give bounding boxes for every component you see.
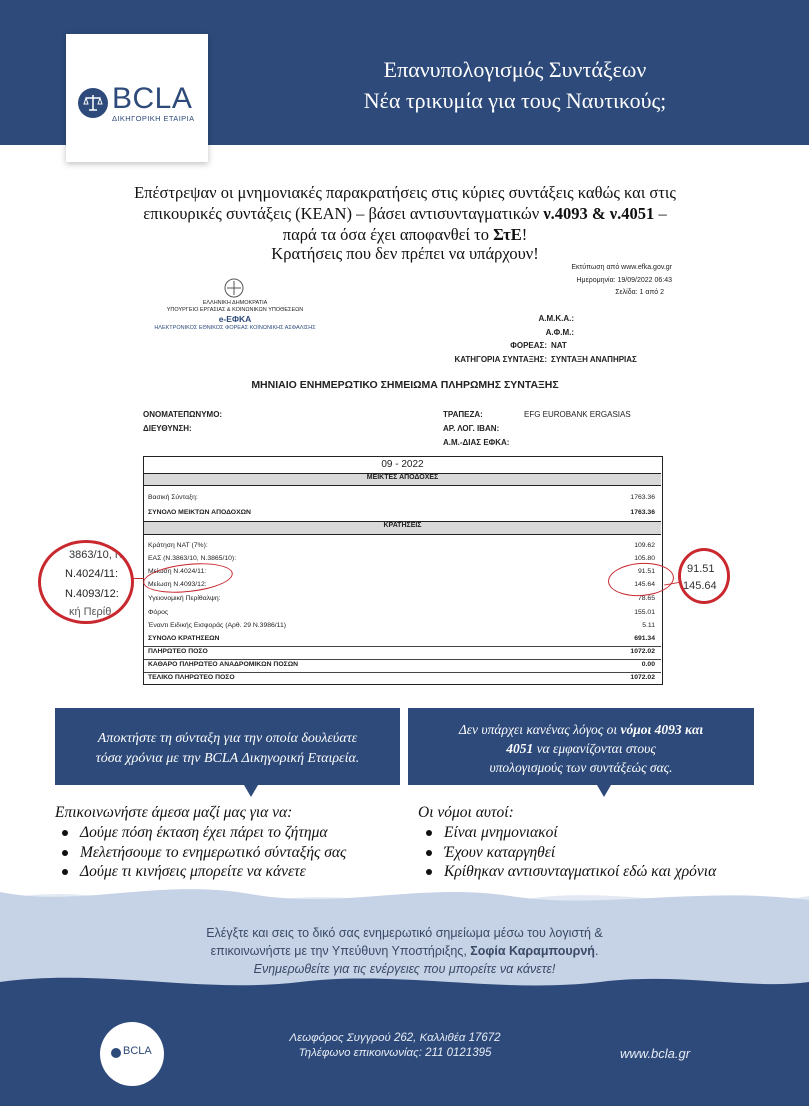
table-row: ΚΑΘΑΡΟ ΠΛΗΡΩΤΕΟ ΑΝΑΔΡΟΜΙΚΩΝ ΠΟΣΩΝ 0.00 — [148, 661, 655, 668]
efka-logo: e-ΕΦΚΑ — [218, 314, 252, 324]
scales-of-justice-icon — [78, 88, 108, 118]
court-reference: ΣτΕ — [493, 225, 522, 244]
header-title-line2: Νέα τρικυμία για τους Ναυτικούς; — [363, 88, 667, 113]
header-title-line1: Επανυπολογισμός Συντάξεων — [383, 57, 647, 82]
efka-fullname: ΗΛΕΚΤΡΟΝΙΚΟΣ ΕΘΝΙΚΟΣ ΦΟΡΕΑΣ ΚΟΙΝΩΝΙΚΗΣ ΑΣΦΑΛΙΣΗΣ — [154, 325, 316, 331]
table-row: Έναντι Ειδικής Εισφοράς (Αρθ. 29 Ν.3986/11) 5.11 — [148, 622, 655, 629]
address-label: ΔΙΕΥΘΥΝΣΗ: — [143, 424, 192, 433]
list-item: Έχουν καταργηθεί — [426, 844, 555, 862]
table-row: ΣΥΝΟΛΟ ΚΡΑΤΗΣΕΩΝ 691.34 — [148, 635, 655, 642]
gross-band: ΜΕΙΚΤΕΣ ΑΠΟΔΟΧΕΣ — [144, 473, 661, 486]
greek-emblem-icon — [223, 277, 245, 299]
amka-label: Α.Μ.Κ.Α.: — [538, 314, 574, 323]
bottom-line1: Ελέγξτε και σεις το δικό σας ενημερωτικό σημείωμα μέσω του λογιστή & — [206, 926, 603, 940]
intro-line4: Κρατήσεις που δεν πρέπει να υπάρχουν! — [271, 244, 539, 263]
doc-gov-line2: ΥΠΟΥΡΓΕΙΟ ΕΡΓΑΣΙΑΣ & ΚΟΙΝΩΝΙΚΩΝ ΥΠΟΘΕΣΕΩΝ — [166, 307, 304, 313]
left-list-heading: Επικοινωνήστε άμεσα μαζί μας για να: — [55, 804, 293, 821]
table-row: Κράτηση ΝΑΤ (7%): 109.62 — [148, 542, 655, 549]
table-period: 09 - 2022 — [381, 459, 424, 470]
callout-right-pointer — [597, 785, 611, 797]
table-row: Μείωση Ν.4024/11: 91.51 — [148, 568, 655, 575]
am-label: Α.Μ.-ΔΙΑΣ ΕΦΚΑ: — [443, 438, 510, 447]
iban-label: ΑΡ. ΛΟΓ. IBAN: — [443, 424, 500, 433]
foreas-label: ΦΟΡΕΑΣ: — [510, 341, 547, 350]
foreas-value: ΝΑΤ — [551, 341, 567, 350]
callout-left: Αποκτήστε τη σύνταξη για την οποία δουλεύατε τόσα χρόνια με την BCLA Δικηγορική Εταιρεία. — [55, 708, 400, 785]
doc-gov-line1: ΕΛΛΗΝΙΚΗ ΔΗΜΟΚΡΑΤΙΑ — [202, 300, 268, 306]
footer-logo[interactable]: BCLA — [100, 1022, 164, 1086]
contact-person: Σοφία Καραμπουρνή — [470, 944, 595, 958]
doc-print-date: Ημερομηνία: 19/09/2022 06:43 — [576, 277, 672, 284]
table-row: Φόρος 155.01 — [148, 609, 655, 616]
footer-address: Λεωφόρος Συγγρού 262, Καλλιθέα 17672 — [289, 1032, 501, 1044]
table-row: Βασική Σύνταξη: 1763.36 — [148, 494, 655, 501]
website-link[interactable]: www.bcla.gr — [620, 1046, 691, 1061]
intro-line3: παρά τα όσα έχει αποφανθεί το ΣτΕ! — [282, 225, 528, 244]
bottom-line3: Ενημερωθείτε για τις ενέργειες που μπορείτε να κάνετε! — [253, 962, 556, 976]
list-item: Δούμε πόση έκταση έχει πάρει το ζήτημα — [62, 824, 328, 842]
list-item: Κρίθηκαν αντισυνταγματικοί εδώ και χρόνια — [426, 863, 716, 881]
doc-heading: ΜΗΝΙΑΙΟ ΕΝΗΜΕΡΩΤΙΚΟ ΣΗΜΕΙΩΜΑ ΠΛΗΡΩΜΗΣ ΣΥΝΤΑΞΗΣ — [251, 379, 559, 391]
category-value: ΣΥΝΤΑΞΗ ΑΝΑΠΗΡΙΑΣ — [551, 355, 637, 364]
list-item: Δούμε τι κινήσεις μπορείτε να κάνετε — [62, 863, 306, 881]
table-row: ΣΥΝΟΛΟ ΜΕΙΚΤΩΝ ΑΠΟΔΟΧΩΝ 1763.36 — [148, 509, 655, 516]
callout-right: Δεν υπάρχει κανένας λόγος οι νόμοι 4093 και 4051 να εμφανίζονται στους υπολογισμούς των συντάξεώς σας. — [408, 708, 754, 785]
bank-label: ΤΡΑΠΕΖΑ: — [443, 410, 483, 419]
scales-of-justice-icon — [111, 1048, 121, 1058]
doc-print-source: Εκτύπωση από www.efka.gov.gr — [571, 264, 672, 271]
callout-left-pointer — [244, 785, 258, 797]
table-row: ΠΛΗΡΩΤΕΟ ΠΟΣΟ 1072.02 — [148, 648, 655, 655]
list-item: Είναι μνημονιακοί — [426, 824, 558, 842]
logo-subtitle: ΔΙΚΗΓΟΡΙΚΗ ΕΤΑΙΡΙΑ — [112, 114, 195, 123]
doc-page-number: Σελίδα: 1 από 2 — [615, 289, 664, 296]
intro-line1: Επέστρεψαν οι μνημονιακές παρακρατήσεις στις κύριες συντάξεις καθώς και στις — [134, 183, 676, 202]
table-row: ΕΑΣ (Ν.3863/10, Ν.3865/10): 105.80 — [148, 555, 655, 562]
afm-label: Α.Φ.Μ.: — [545, 328, 574, 337]
category-label: ΚΑΤΗΓΟΡΙΑ ΣΥΝΤΑΞΗΣ: — [454, 355, 547, 364]
logo-wordmark: BCLA — [112, 82, 193, 115]
bcla-logo[interactable] — [66, 34, 208, 162]
deductions-band: ΚΡΑΤΗΣΕΙΣ — [144, 521, 661, 535]
bank-value: EFG EUROBANK ERGASIAS — [524, 410, 631, 419]
connector-line-left — [132, 578, 144, 579]
table-row: Υγειονομική Περίθαλψη: 78.65 — [148, 595, 655, 602]
zoom-circle-right: 91.51 145.64 — [678, 548, 730, 604]
name-label: ΟΝΟΜΑΤΕΠΩΝΥΜΟ: — [143, 410, 223, 419]
zoom-circle-left: 3863/10, Ν Ν.4024/11: Ν.4093/12: κή Περίθ — [38, 540, 134, 624]
footer-phone[interactable]: Τηλέφωνο επικοινωνίας: 211 0121395 — [298, 1047, 492, 1059]
table-row: ΤΕΛΙΚΟ ΠΛΗΡΩΤΕΟ ΠΟΣΟ 1072.02 — [148, 674, 655, 681]
right-list-heading: Οι νόμοι αυτοί: — [418, 804, 514, 821]
law-reference: ν.4093 & ν.4051 — [543, 204, 655, 223]
bottom-line2: επικοινωνήστε με την Υπεύθυνη Υποστήριξης, Σοφία Καραμπουρνή. — [210, 944, 599, 958]
intro-line2: επικουρικές συντάξεις (ΚΕΑΝ) – βάσει αντισυνταγματικών ν.4093 & ν.4051 – — [143, 204, 667, 223]
table-row: Μείωση Ν.4093/12: 145.64 — [148, 581, 655, 588]
list-item: Μελετήσουμε το ενημερωτικό σύνταξής σας — [62, 844, 346, 862]
